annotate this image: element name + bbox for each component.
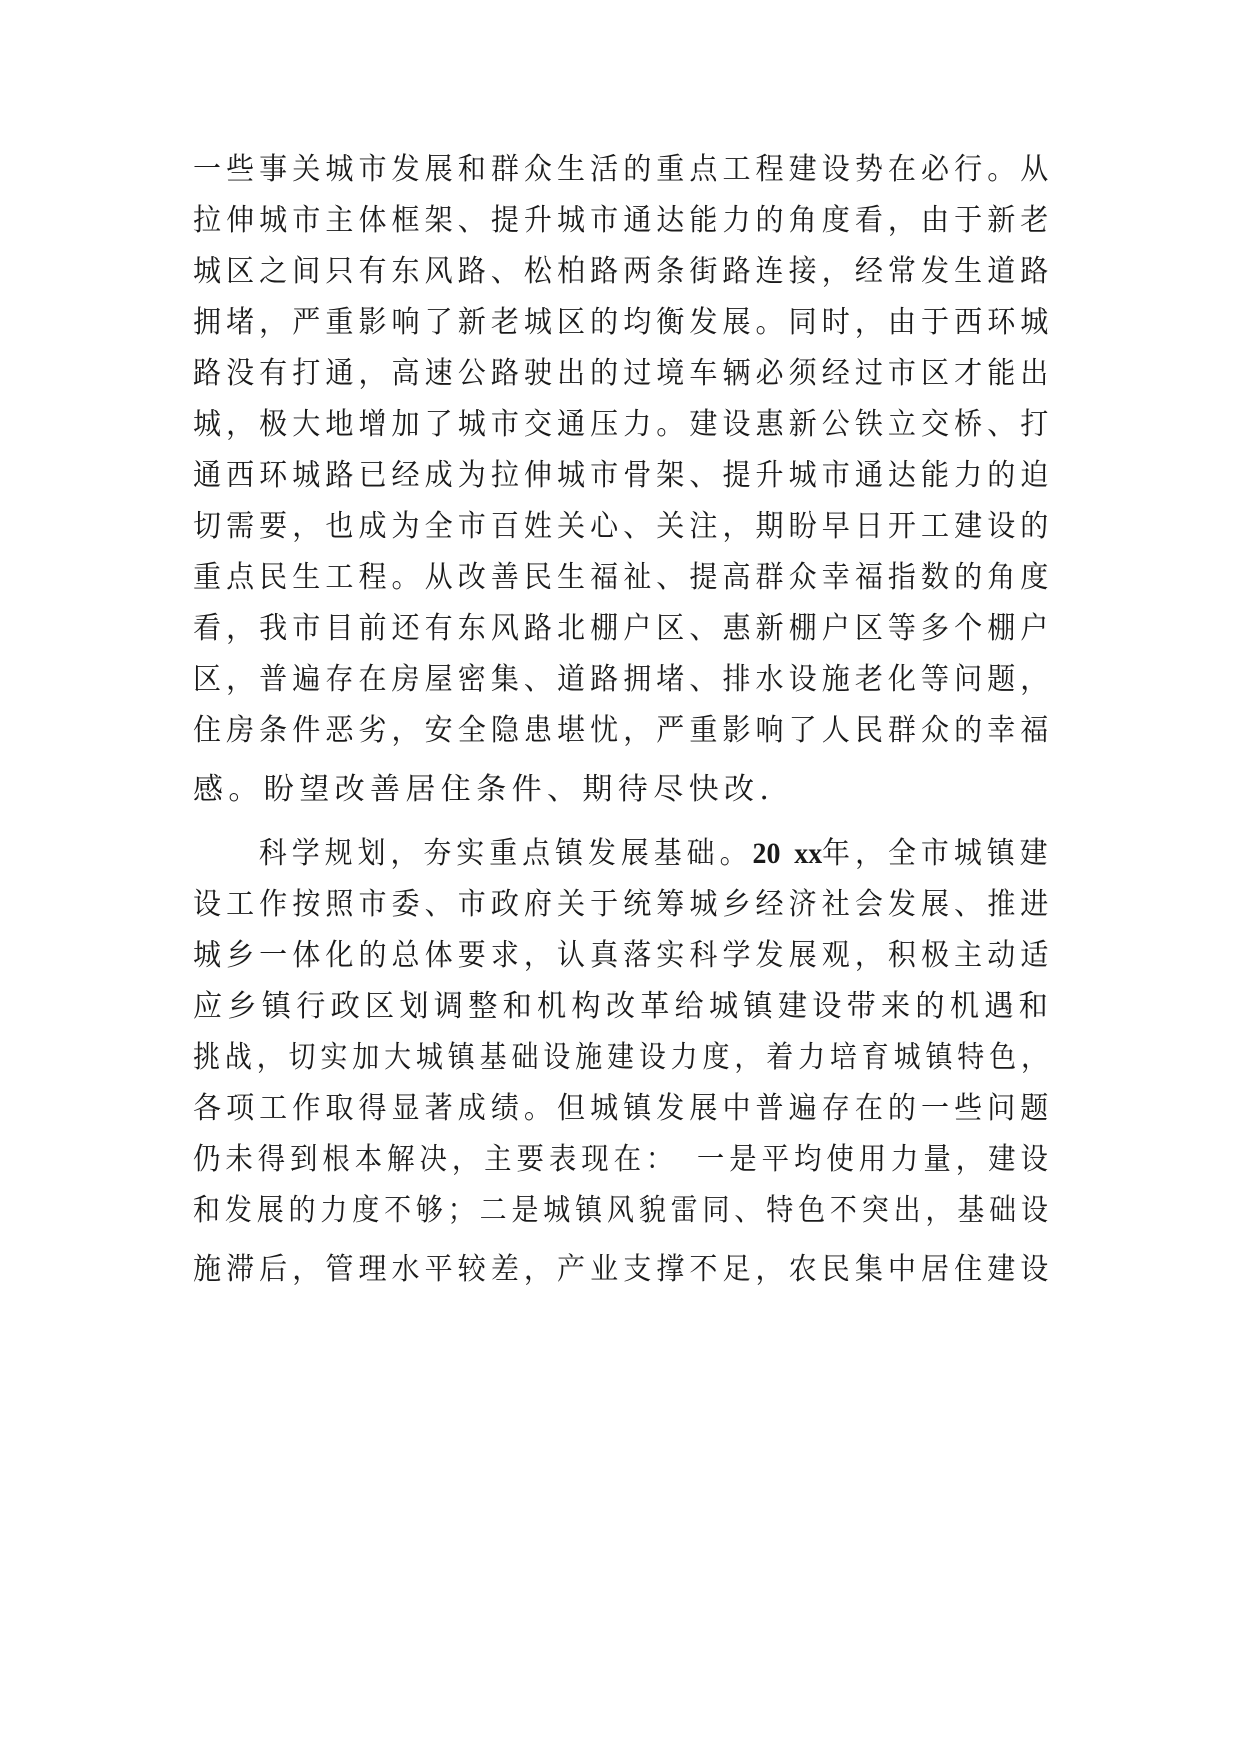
text-line: 和发展的力度不够；二是城镇风貌雷同、特色不突出，基础设 bbox=[193, 1193, 1053, 1228]
text-line: 切需要，也成为全市百姓关心、关注，期盼早日开工建设的 bbox=[193, 509, 1054, 544]
paragraph-lead-text: 科学规划，夯实重点镇发展基础。 bbox=[258, 836, 753, 871]
text-line: 城区之间只有东风路、松柏路两条街路连接，经常发生道路 bbox=[193, 254, 1054, 289]
text-line: 一些事关城市发展和群众生活的重点工程建设势在必行。从 bbox=[193, 152, 1054, 187]
text-line: 区，普遍存在房屋密集、道路拥堵、排水设施老化等问题， bbox=[193, 662, 1054, 697]
text-line: 施滞后，管理水平较差，产业支撑不足，农民集中居住建设 bbox=[193, 1252, 1054, 1287]
year-placeholder: xx bbox=[794, 837, 823, 870]
text-line: 仍未得到根本解决，主要表现在： 一是平均使用力量，建设 bbox=[193, 1142, 1053, 1177]
paragraph-indent bbox=[193, 836, 259, 871]
text-line: 感。盼望改善居住条件、期待尽快改. bbox=[193, 772, 775, 807]
paragraph-lead-tail: 年，全市城镇建 bbox=[822, 836, 1053, 871]
year-number: 20 bbox=[752, 837, 781, 870]
text-line: 重点民生工程。从改善民生福祉、提高群众幸福指数的角度 bbox=[193, 560, 1054, 595]
text-line: 拥堵，严重影响了新老城区的均衡发展。同时，由于西环城 bbox=[193, 305, 1054, 340]
text-line: 各项工作取得显著成绩。但城镇发展中普遍存在的一些问题 bbox=[193, 1091, 1054, 1126]
text-line: 应乡镇行政区划调整和机构改革给城镇建设带来的机遇和 bbox=[193, 989, 1054, 1024]
text-line: 通西环城路已经成为拉伸城市骨架、提升城市通达能力的迫 bbox=[193, 458, 1054, 493]
text-line: 住房条件恶劣，安全隐患堪忧，严重影响了人民群众的幸福 bbox=[193, 713, 1054, 748]
text-line: 看，我市目前还有东风路北棚户区、惠新棚户区等多个棚户 bbox=[193, 611, 1054, 646]
text-line: 城乡一体化的总体要求，认真落实科学发展观，积极主动适 bbox=[193, 938, 1054, 973]
text-line: 城，极大地增加了城市交通压力。建设惠新公铁立交桥、打 bbox=[193, 407, 1054, 442]
text-line: 拉伸城市主体框架、提升城市通达能力的角度看，由于新老 bbox=[193, 203, 1054, 238]
text-line: 挑战，切实加大城镇基础设施建设力度，着力培育城镇特色， bbox=[193, 1040, 1053, 1075]
paragraph-2-first-line bbox=[193, 834, 1053, 874]
text-line: 路没有打通，高速公路驶出的过境车辆必须经过市区才能出 bbox=[193, 356, 1054, 391]
text-line: 设工作按照市委、市政府关于统筹城乡经济社会发展、推进 bbox=[193, 887, 1054, 922]
